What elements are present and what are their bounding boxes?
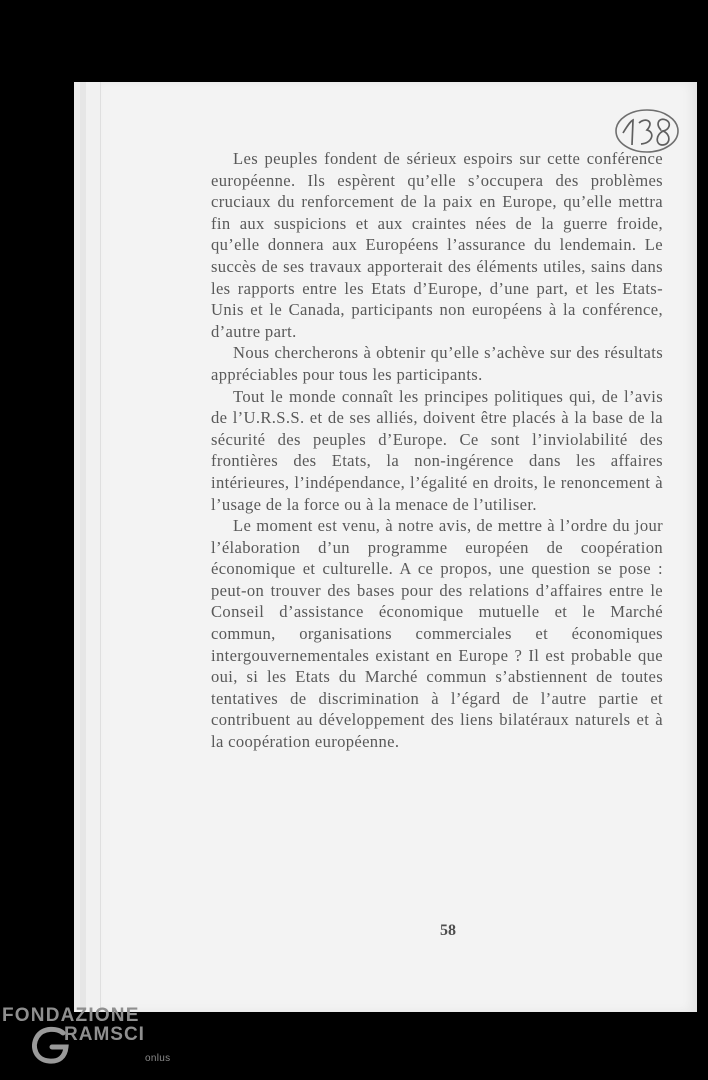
paragraph-4: Le moment est venu, à notre avis, de mettre à l’ordre du jour l’élaboration d’un programme européen de coopération économique et culturelle. A ce propos, une question se pose : peut-on trouver des bases pour des relations d’affaires entre le Conseil d’assistance économique mutuelle et le Marché commun, organisations commerciales et économiques intergouvernementales existant en Europe ? Il est probable que oui, si les Etats du Marché commun s’abstiennent de toutes tentatives de discrimination à l’égard de l’autre partie et contribuent au développement des liens bilatéraux naturels et à la coopération européenne. <box>211 516 663 752</box>
book-page-stack <box>74 82 694 1012</box>
paragraph-1: Les peuples fondent de sérieux espoirs sur cette conférence européenne. Ils espèrent qu’elle s’occupera des problèmes cruciaux du renforcement de la paix en Europe, qu’elle mettra fin aux suspicions et aux craintes nées de la guerre froide, qu’elle donnera aux Européens l’assurance du lendemain. Le succès de ses travaux apporterait des éléments utiles, sains dans les rapports entre les Etats d’Europe, d’une part, et les Etats-Unis et le Canada, participants non européens à la conférence, d’autre part. <box>211 149 663 341</box>
watermark-line-2: RAMSCI <box>64 1024 145 1045</box>
watermark-suffix: onlus <box>145 1053 171 1064</box>
paragraph-2: Nous chercherons à obtenir qu’elle s’achève sur des résultats appréciables pour tous les participants. <box>211 343 663 384</box>
page-edge <box>86 82 101 1012</box>
fondazione-gramsci-watermark <box>2 1005 177 1077</box>
watermark-line-1: FONDAZIONE <box>2 1005 140 1026</box>
page-text <box>211 148 663 753</box>
page-number: 58 <box>440 922 456 939</box>
book-page <box>100 82 697 1012</box>
paragraph-3: Tout le monde connaît les principes politiques qui, de l’avis de l’U.R.S.S. et de ses alliés, doivent être placés à la base de la sécurité des peuples d’Europe. Ce sont l’inviolabilité des frontières des Etats, la non-ingérence dans les affaires intérieures, l’indépendance, l’égalité en droits, le renoncement à l’usage de la force ou à la menace de l’utiliser. <box>211 386 663 514</box>
